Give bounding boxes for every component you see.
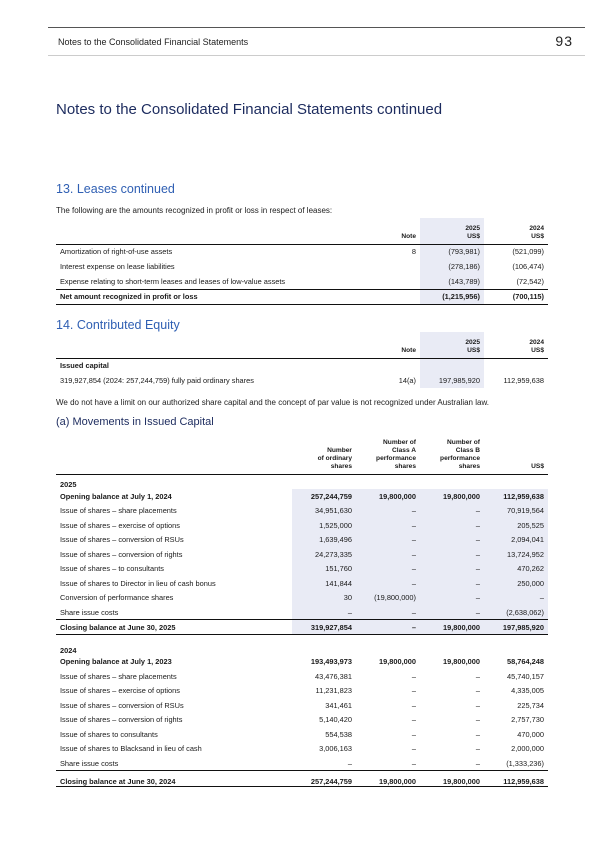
header-row <box>56 436 548 474</box>
year-label: 2024 <box>60 645 77 655</box>
column-header-blank <box>56 332 356 358</box>
class-a-shares: – <box>356 533 420 548</box>
amount-usd: 112,959,638 <box>484 489 548 504</box>
table-row <box>56 562 548 577</box>
amount-usd: (2,638,062) <box>484 605 548 620</box>
class-b-shares: 19,800,000 <box>420 620 484 635</box>
value-2025 <box>420 358 484 373</box>
column-header-blank <box>56 218 356 244</box>
table-row <box>56 742 548 757</box>
class-b-shares: – <box>420 605 484 620</box>
column-header: Note <box>401 232 416 240</box>
year-label: 2025 <box>60 480 77 489</box>
leases-heading: 13. Leases continued <box>56 182 175 196</box>
value-2024: (72,542) <box>516 276 544 286</box>
table-row <box>56 698 548 713</box>
ordinary-shares: 3,006,163 <box>319 744 352 754</box>
amount-usd: 470,262 <box>484 562 548 577</box>
leases-table <box>56 218 548 305</box>
amount-usd: 2,000,000 <box>511 744 544 754</box>
year-row <box>56 635 548 655</box>
movements-table <box>56 436 548 787</box>
table-row <box>56 373 548 388</box>
class-b-shares: – <box>475 744 480 754</box>
class-a-shares: – <box>411 744 416 754</box>
table-row <box>56 547 548 562</box>
ordinary-shares: 11,231,823 <box>315 686 352 696</box>
value-2025: (143,789) <box>420 274 484 289</box>
class-a-shares: – <box>411 700 416 710</box>
class-a-shares: 19,800,000 <box>379 777 416 786</box>
note-ref <box>356 259 420 274</box>
value-2025: (278,186) <box>420 259 484 274</box>
column-header: US$ <box>531 462 544 470</box>
column-header: Number of ordinary shares <box>317 446 352 470</box>
column-header: 2024 US$ <box>529 338 544 354</box>
amount-usd: 197,985,920 <box>484 620 548 635</box>
amount-usd: 2,757,730 <box>511 715 544 725</box>
table-row <box>56 605 548 620</box>
class-a-shares: – <box>356 620 420 635</box>
row-label: Issue of shares – to consultants <box>60 564 164 574</box>
header-row <box>56 218 548 244</box>
value-2024: (521,099) <box>512 247 544 257</box>
table-row <box>56 274 548 289</box>
amount-usd: 470,000 <box>517 729 544 739</box>
ordinary-shares: – <box>292 605 356 620</box>
table-row <box>56 358 548 373</box>
header-rule-bottom <box>48 55 585 56</box>
table-row <box>56 669 548 684</box>
page-title: Notes to the Consolidated Financial Statements continued <box>56 101 443 118</box>
class-b-shares: 19,800,000 <box>443 657 480 667</box>
class-b-shares: – <box>475 729 480 739</box>
table-row <box>56 244 548 259</box>
class-b-shares: – <box>420 562 484 577</box>
column-header: Number of Class A performance shares <box>376 438 416 470</box>
ordinary-shares: 341,461 <box>325 700 352 710</box>
row-label: Opening balance at July 1, 2024 <box>60 491 172 501</box>
class-a-shares: – <box>411 729 416 739</box>
ordinary-shares: 151,760 <box>292 562 356 577</box>
row-label: Issue of shares – conversion of rights <box>60 549 183 559</box>
class-b-shares: – <box>420 576 484 591</box>
row-label: Amortization of right-of-use assets <box>60 247 173 257</box>
class-a-shares: – <box>411 686 416 696</box>
note-ref <box>356 274 420 289</box>
row-label: Issue of shares – exercise of options <box>60 686 180 696</box>
row-label: Net amount recognized in profit or loss <box>60 292 198 301</box>
note-ref <box>356 358 420 373</box>
ordinary-shares: 43,476,381 <box>315 671 352 681</box>
table-row <box>56 259 548 274</box>
column-header: Note <box>401 346 416 354</box>
column-header: Number of Class B performance shares <box>440 438 480 470</box>
row-label: Issue of shares – conversion of RSUs <box>60 700 184 710</box>
row-label: Issue of shares to Director in lieu of cash bonus <box>60 578 216 588</box>
value-2024 <box>484 358 548 373</box>
class-b-shares: – <box>420 533 484 548</box>
row-label: Issue of shares to Blacksand in lieu of cash <box>60 744 202 754</box>
amount-usd: 2,094,041 <box>484 533 548 548</box>
class-a-shares: – <box>356 576 420 591</box>
class-a-shares: – <box>356 547 420 562</box>
table-row <box>56 655 548 670</box>
amount-usd: 225,734 <box>517 700 544 710</box>
row-label: Share issue costs <box>60 758 119 768</box>
note-ref <box>356 289 420 304</box>
class-b-shares: – <box>475 686 480 696</box>
value-2024: (106,474) <box>512 262 544 271</box>
amount-usd: 250,000 <box>484 576 548 591</box>
class-b-shares: – <box>475 715 480 725</box>
class-a-shares: – <box>356 562 420 577</box>
class-a-shares: – <box>356 518 420 533</box>
class-a-shares: (19,800,000) <box>356 591 420 606</box>
amount-usd: 58,764,248 <box>507 657 544 667</box>
row-label: Expense relating to short-term leases and leases of low-value assets <box>60 276 286 286</box>
ordinary-shares: – <box>347 758 352 768</box>
class-a-shares: – <box>356 504 420 519</box>
row-label: 319,927,854 (2024: 257,244,759) fully paid ordinary shares <box>60 376 254 385</box>
value-2025: (793,981) <box>420 244 484 259</box>
table-row <box>56 727 548 742</box>
table-row <box>56 518 548 533</box>
row-label: Issue of shares – conversion of RSUs <box>60 535 184 545</box>
row-label: Issue of shares – exercise of options <box>60 520 180 530</box>
ordinary-shares: 30 <box>292 591 356 606</box>
equity-heading: 14. Contributed Equity <box>56 318 180 332</box>
class-a-shares: – <box>411 671 416 681</box>
class-a-shares: – <box>356 605 420 620</box>
ordinary-shares: 257,244,759 <box>310 777 352 786</box>
class-b-shares: – <box>420 518 484 533</box>
ordinary-shares: 24,273,335 <box>292 547 356 562</box>
row-label: Issued capital <box>60 361 109 371</box>
row-label: Interest expense on lease liabilities <box>60 262 175 271</box>
class-b-shares: 19,800,000 <box>443 777 480 786</box>
amount-usd: 13,724,952 <box>484 547 548 562</box>
ordinary-shares: 5,140,420 <box>319 715 352 725</box>
table-row <box>56 533 548 548</box>
note-ref: 14(a) <box>398 376 416 385</box>
column-header: 2025 US$ <box>420 332 484 358</box>
column-header: 2024 US$ <box>529 224 544 240</box>
table-row <box>56 756 548 771</box>
table-row <box>56 771 548 787</box>
ordinary-shares: 319,927,854 <box>292 620 356 635</box>
amount-usd: (1,333,236) <box>506 758 544 768</box>
class-a-shares: – <box>411 758 416 768</box>
class-a-shares: – <box>411 715 416 725</box>
class-a-shares: 19,800,000 <box>379 657 416 667</box>
ordinary-shares: 554,538 <box>325 729 352 739</box>
class-b-shares: – <box>475 758 480 768</box>
equity-statement: We do not have a limit on our authorized share capital and the concept of par value is not recognized under Australian law. <box>56 398 490 407</box>
leases-intro: The following are the amounts recognized in profit or loss in respect of leases: <box>56 206 333 215</box>
year-row <box>56 474 548 489</box>
class-a-shares: 19,800,000 <box>356 489 420 504</box>
row-label: Share issue costs <box>60 607 119 617</box>
class-b-shares: – <box>420 504 484 519</box>
amount-usd: 45,740,157 <box>507 671 544 681</box>
row-label: Closing balance at June 30, 2025 <box>60 622 176 632</box>
value-2025: 197,985,920 <box>420 373 484 388</box>
amount-usd: 4,335,005 <box>511 686 544 696</box>
value-2025: (1,215,956) <box>420 289 484 304</box>
column-header-blank <box>56 436 292 474</box>
row-label: Issue of shares – conversion of rights <box>60 715 183 725</box>
header-rule <box>48 27 585 28</box>
row-label: Conversion of performance shares <box>60 593 174 603</box>
ordinary-shares: 1,639,496 <box>292 533 356 548</box>
table-row <box>56 591 548 606</box>
table-row <box>56 576 548 591</box>
ordinary-shares: 34,951,630 <box>292 504 356 519</box>
note-ref: 8 <box>411 247 416 257</box>
amount-usd: 205,525 <box>484 518 548 533</box>
ordinary-shares: 257,244,759 <box>292 489 356 504</box>
amount-usd: 70,919,564 <box>484 504 548 519</box>
class-b-shares: – <box>420 591 484 606</box>
amount-usd: 112,959,638 <box>503 777 544 786</box>
row-label: Closing balance at June 30, 2024 <box>60 777 176 786</box>
class-b-shares: – <box>475 671 480 681</box>
ordinary-shares: 193,493,973 <box>310 657 352 667</box>
table-row <box>56 489 548 504</box>
row-label: Opening balance at July 1, 2023 <box>60 657 172 667</box>
table-row <box>56 289 548 304</box>
value-2024: (700,115) <box>512 292 544 301</box>
header-row <box>56 332 548 358</box>
row-label: Issue of shares – share placements <box>60 671 177 681</box>
movements-heading: (a) Movements in Issued Capital <box>56 416 214 428</box>
class-b-shares: – <box>475 700 480 710</box>
table-row <box>56 620 548 635</box>
row-label: Issue of shares – share placements <box>60 506 177 516</box>
table-row <box>56 684 548 699</box>
running-header: Notes to the Consolidated Financial Statements <box>58 37 249 47</box>
ordinary-shares: 141,844 <box>292 576 356 591</box>
column-header: 2025 US$ <box>420 218 484 244</box>
amount-usd: – <box>484 591 548 606</box>
row-label: Issue of shares to consultants <box>60 729 158 739</box>
class-b-shares: – <box>420 547 484 562</box>
equity-table <box>56 332 548 388</box>
ordinary-shares: 1,525,000 <box>292 518 356 533</box>
page-number: 93 <box>555 33 573 49</box>
table-row <box>56 504 548 519</box>
value-2024: 112,959,638 <box>503 376 544 385</box>
table-row <box>56 713 548 728</box>
class-b-shares: 19,800,000 <box>420 489 484 504</box>
